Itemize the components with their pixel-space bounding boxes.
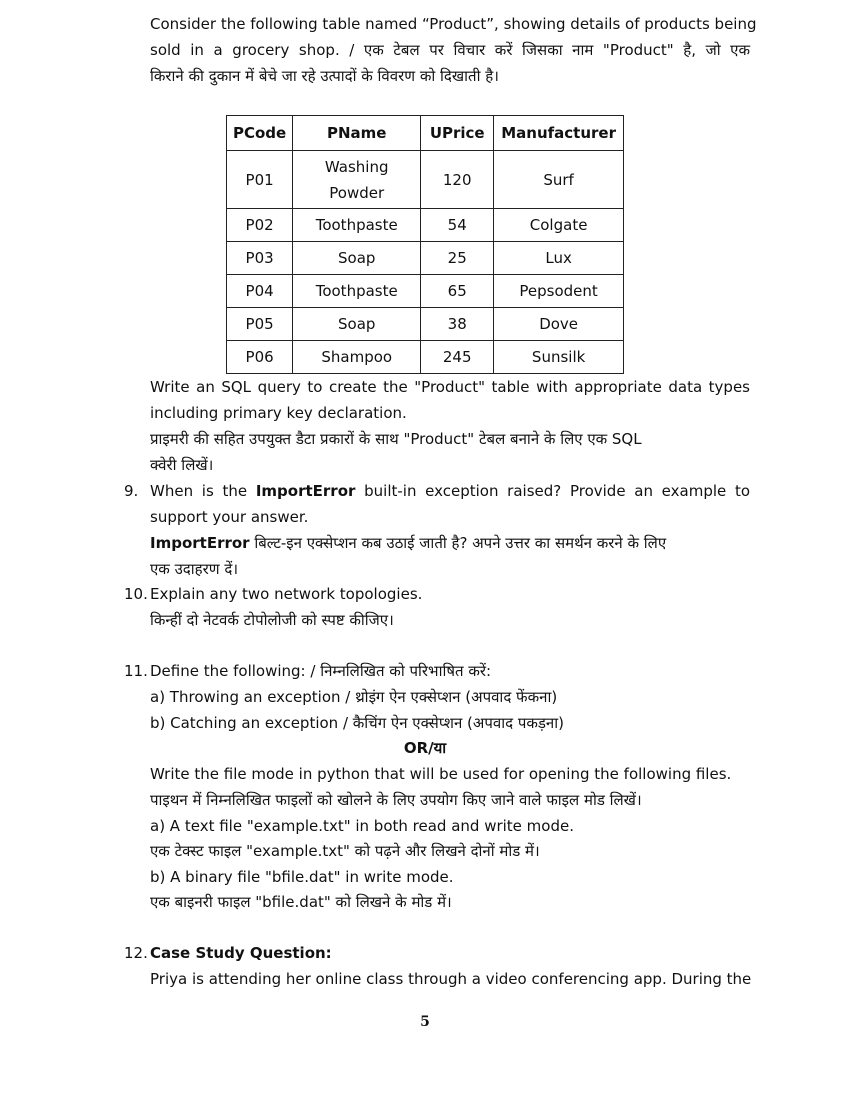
table-row xyxy=(227,242,624,275)
table-cell: P06 xyxy=(227,341,293,374)
question-number: 12. xyxy=(124,944,148,962)
table-cell: P05 xyxy=(227,308,293,341)
intro-line-3: किराने की दुकान में बेचे जा रहे उत्पादों के विवरण को दिखाती है। xyxy=(150,67,499,85)
q11-line-8: b) A binary file "bfile.dat" in write mode. xyxy=(150,868,454,886)
table-cell: Pepsodent xyxy=(494,275,624,308)
column-header: Manufacturer xyxy=(494,116,624,151)
table-cell: P04 xyxy=(227,275,293,308)
q9-text-hindi: बिल्ट-इन एक्सेप्शन कब उठाई जाती है? अपने उत्तर का समर्थन करने के लिए xyxy=(249,534,667,552)
q11-line-6: a) A text file "example.txt" in both read and write mode. xyxy=(150,817,574,835)
q8-line-3: प्राइमरी की सहित उपयुक्त डैटा प्रकारों के साथ "Product" टेबल बनाने के लिए एक SQL xyxy=(150,430,642,448)
table-cell: 38 xyxy=(421,308,494,341)
intro-line-2: sold in a grocery shop. / एक टेबल पर विचार करें जिसका नाम "Product" है, जो एक xyxy=(150,41,750,59)
table-cell: Toothpaste xyxy=(293,209,421,242)
question-number: 11. xyxy=(124,662,148,680)
table-cell: 65 xyxy=(421,275,494,308)
page-number: 5 xyxy=(420,1014,430,1030)
q8-line-2: including primary key declaration. xyxy=(150,404,407,422)
question-number: 9. xyxy=(124,482,139,500)
case-study-heading: Case Study Question: xyxy=(150,944,332,962)
table-cell: 245 xyxy=(421,341,494,374)
q12-line-1: Priya is attending her online class through a video conferencing app. During the xyxy=(150,970,752,988)
table-cell: P02 xyxy=(227,209,293,242)
table-header-row xyxy=(227,116,624,151)
q10-line-1: Explain any two network topologies. xyxy=(150,585,423,603)
q10-line-2: किन्हीं दो नेटवर्क टोपोलोजी को स्पष्ट कीजिए। xyxy=(150,611,394,629)
q9-line-4: एक उदाहरण दें। xyxy=(150,560,239,578)
q9-text-b: built-in exception raised? Provide an example to xyxy=(355,482,751,500)
q12-heading xyxy=(150,940,750,966)
table-cell: Toothpaste xyxy=(293,275,421,308)
q11-line-3: b) Catching an exception / कैचिंग ऐन एक्सेप्शन (अपवाद पकड़ना) xyxy=(150,714,564,732)
table-cell: Dove xyxy=(494,308,624,341)
table-cell: Soap xyxy=(293,308,421,341)
table-cell: Washing Powder xyxy=(293,151,421,209)
q9-line-1 xyxy=(150,478,750,504)
table-row xyxy=(227,209,624,242)
q8-line-4: क्वेरी लिखें। xyxy=(150,456,214,474)
or-divider xyxy=(150,735,700,761)
table-cell: Sunsilk xyxy=(494,341,624,374)
table-cell: Shampoo xyxy=(293,341,421,374)
table-cell: Colgate xyxy=(494,209,624,242)
q9-line-3 xyxy=(150,530,750,556)
q11-line-9: एक बाइनरी फाइल "bfile.dat" को लिखने के मोड में। xyxy=(150,893,452,911)
table-row xyxy=(227,151,624,209)
table-cell: 54 xyxy=(421,209,494,242)
question-number: 10. xyxy=(124,585,148,603)
table-row xyxy=(227,341,624,374)
table-cell: Lux xyxy=(494,242,624,275)
column-header: PName xyxy=(293,116,421,151)
table-row xyxy=(227,275,624,308)
q11-line-4: Write the file mode in python that will be used for opening the following files. xyxy=(150,765,732,783)
q9-keyword-hindi: ImportError xyxy=(150,534,250,552)
q9-line-2: support your answer. xyxy=(150,508,309,526)
table-cell: 25 xyxy=(421,242,494,275)
table-cell: P03 xyxy=(227,242,293,275)
table-cell: Surf xyxy=(494,151,624,209)
q8-line-1: Write an SQL query to create the "Product" table with appropriate data types xyxy=(150,378,750,396)
q11-line-7: एक टेक्स्ट फाइल "example.txt" को पढ़ने और लिखने दोनों मोड में। xyxy=(150,842,540,860)
q9-text-a: When is the xyxy=(150,482,256,500)
table-cell: P01 xyxy=(227,151,293,209)
column-header: PCode xyxy=(227,116,293,151)
q11-line-5: पाइथन में निम्नलिखित फाइलों को खोलने के लिए उपयोग किए जाने वाले फाइल मोड लिखें। xyxy=(150,791,642,809)
table-cell: Soap xyxy=(293,242,421,275)
or-label: OR/या xyxy=(403,739,447,757)
table-row xyxy=(227,308,624,341)
product-table xyxy=(226,115,624,374)
q9-keyword: ImportError xyxy=(255,482,356,500)
q11-line-2: a) Throwing an exception / थ्रोइंग ऐन एक्सेप्शन (अपवाद फेंकना) xyxy=(150,688,558,706)
column-header: UPrice xyxy=(421,116,494,151)
q11-line-1: Define the following: / निम्नलिखित को परिभाषित करें: xyxy=(150,662,492,680)
table-cell: 120 xyxy=(421,151,494,209)
intro-line-1: Consider the following table named “Product”, showing details of products being xyxy=(150,15,757,33)
